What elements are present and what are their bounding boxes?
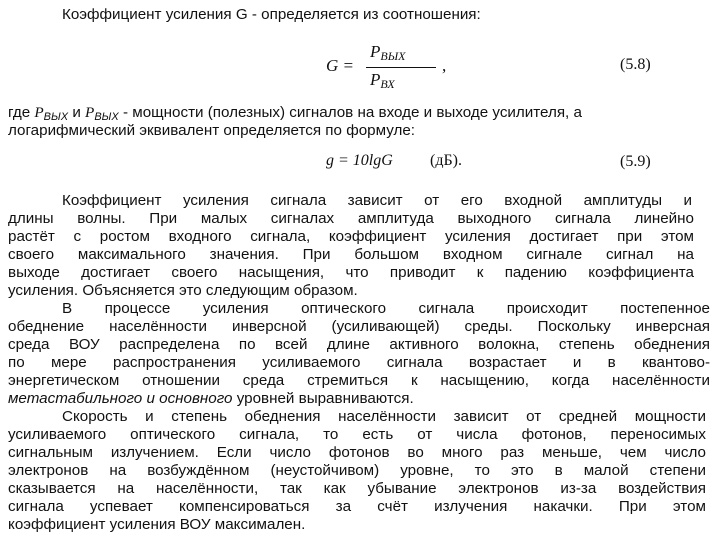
def-p1-sub: ВЫХ [43,111,69,123]
definition-line-1 [8,104,582,123]
paragraph-1-line: своего максимального значения. При большом входном сигнале сигнал на [8,246,694,263]
paragraph-2-line: В процессе усиления оптического сигнала происходит постепенное [62,300,710,317]
paragraph-1-line: выходе достигает своего насыщения, что приводит к падению коэффициента [8,264,694,281]
paragraph-1-line: растёт с ростом входного сигнала, коэффициент усиления достигает при этом [8,228,694,245]
paragraph-3-line: сигнала успевает компенсироваться за счёт излучения накачки. При этом [8,498,706,515]
def-and: и [68,104,86,121]
paragraph-2-line: среда ВОУ распределена по всей длине активного волокна, степень обеднения [8,336,710,353]
paragraph-2-last-line [8,390,414,408]
def-p1: P [34,104,44,121]
numerator-base: P [370,42,381,61]
intro-line: Коэффициент усиления G - определяется из соотношения: [62,6,481,23]
paragraph-2-line: энергетическом отношении среда стремиться к насыщению, когда населённости [8,372,710,389]
paragraph-3-line: электронов на возбуждённом (неустойчивом) уровне, то это в малой степени [8,462,706,479]
denominator-sub: ВХ [380,77,395,91]
paragraph-2-line: по мере распространения усиливаемого сигнала возрастает и в квантово- [8,354,710,371]
formula-5-8-denominator [370,70,395,90]
numerator-sub: ВЫХ [380,49,406,63]
formula-5-8-lhs: G = [326,56,354,75]
line-rest: уровней выравниваются. [232,390,414,407]
paragraph-3-line: усиливаемого оптического сигнала, то есть от числа фотонов, переносимых [8,426,706,443]
formula-5-8 [326,42,466,96]
equation-number-5-9: (5.9) [620,153,651,170]
paragraph-3-line: сказывается на населённости, так как убывание электронов из-за воздействия [8,480,706,497]
equation-number-5-8: (5.8) [620,56,651,73]
formula-5-9-expression: g = 10lgG [326,152,393,169]
denominator-base: P [370,70,381,89]
paragraph-2-line: обеднение населённости инверсной (усиливающей) среды. Поскольку инверсная [8,318,710,335]
paragraph-1-line: Коэффициент усиления сигнала зависит от его входной амплитуды и [62,192,692,209]
paragraph-3-line: сигнальным излучением. Если число фотонов во много раз меньше, чем число [8,444,706,461]
paragraph-1-line: усиления. Объясняется это следующим образом. [8,282,358,299]
definition-line-2: логарифмический эквивалент определяется по формуле: [8,122,415,139]
formula-5-8-comma: , [442,56,447,75]
fraction-bar [366,67,436,68]
paragraph-3-line: коэффициент усиления ВОУ максимален. [8,516,306,533]
formula-5-9-unit: (дБ). [430,152,462,169]
def-p2-sub: ВЫХ [94,111,119,123]
italic-phrase: метастабильного и основного [8,390,233,407]
formula-5-8-numerator [370,42,406,62]
def-p2: P [85,104,95,121]
def-suffix: - мощности (полезных) сигналов на входе и выходе усилителя, а [118,104,582,121]
paragraph-3-line: Скорость и степень обеднения населённости зависит от средней мощности [62,408,706,425]
paragraph-1-line: длины волны. При малых сигналах амплитуда выходного сигнала линейно [8,210,694,227]
def-prefix: где [8,104,35,121]
